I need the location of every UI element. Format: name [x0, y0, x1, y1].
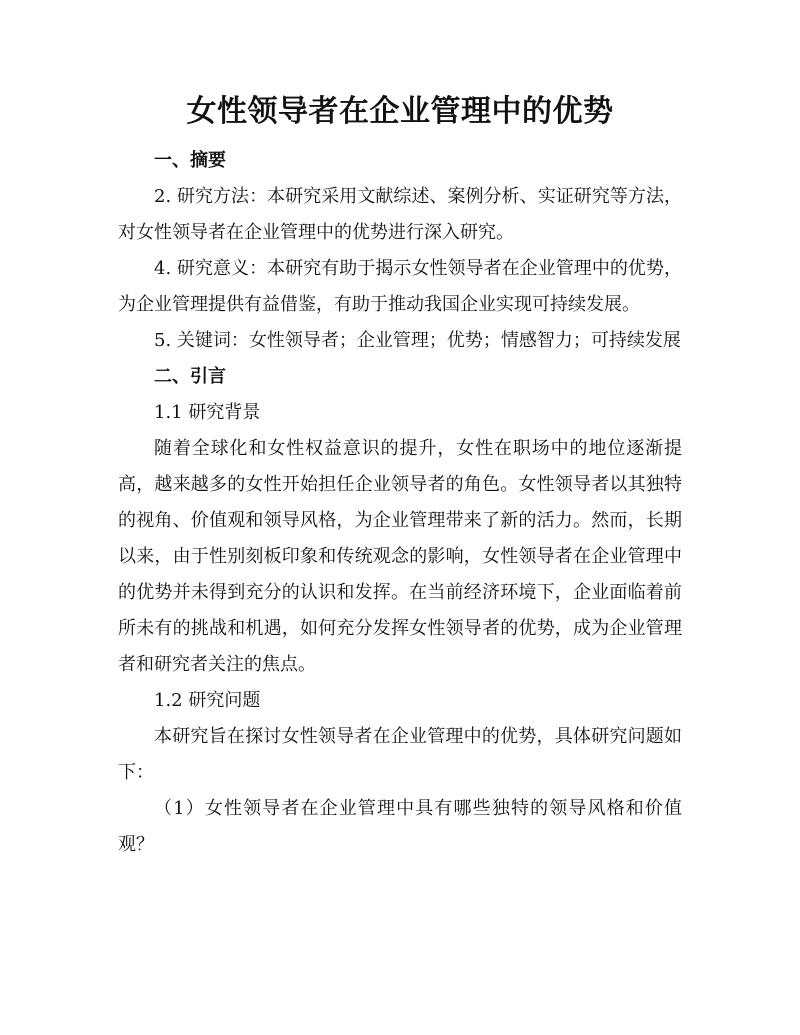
intro-heading: 二、引言: [154, 366, 226, 387]
document-body: [118, 143, 682, 863]
section-1-1-paragraph: 随着全球化和女性权益意识的提升，女性在职场中的地位逐渐提高，越来越多的女性开始担任企业领导者的角色。女性领导者以其独特的视角、价值观和领导风格，为企业管理带来了新的活力。然而，长期以来，由于性别刻板印象和传统观念的影响，女性领导者在企业管理中的优势并未得到充分的认识和发挥。在当前经济环境下，企业面临着前所未有的挑战和机遇，如何充分发挥女性领导者的优势，成为企业管理者和研究者关注的焦点。: [118, 438, 682, 675]
abstract-method: 2. 研究方法：本研究采用文献综述、案例分析、实证研究等方法，对女性领导者在企业管理中的优势进行深入研究。: [118, 186, 682, 243]
abstract-heading: 一、摘要: [154, 150, 226, 171]
abstract-keywords: 5. 关键词：女性领导者；企业管理；优势；情感智力；可持续发展: [154, 330, 681, 351]
section-1-1-heading: 1.1 研究背景: [154, 402, 261, 423]
section-1-2-heading: 1.2 研究问题: [154, 690, 261, 711]
document-title: 女性领导者在企业管理中的优势: [186, 94, 614, 129]
research-question-1: （1）女性领导者在企业管理中具有哪些独特的领导风格和价值观？: [118, 798, 682, 855]
abstract-significance: 4. 研究意义：本研究有助于揭示女性领导者在企业管理中的优势，为企业管理提供有益借鉴，有助于推动我国企业实现可持续发展。: [118, 258, 682, 315]
section-1-2-paragraph: 本研究旨在探讨女性领导者在企业管理中的优势，具体研究问题如下：: [118, 726, 682, 783]
